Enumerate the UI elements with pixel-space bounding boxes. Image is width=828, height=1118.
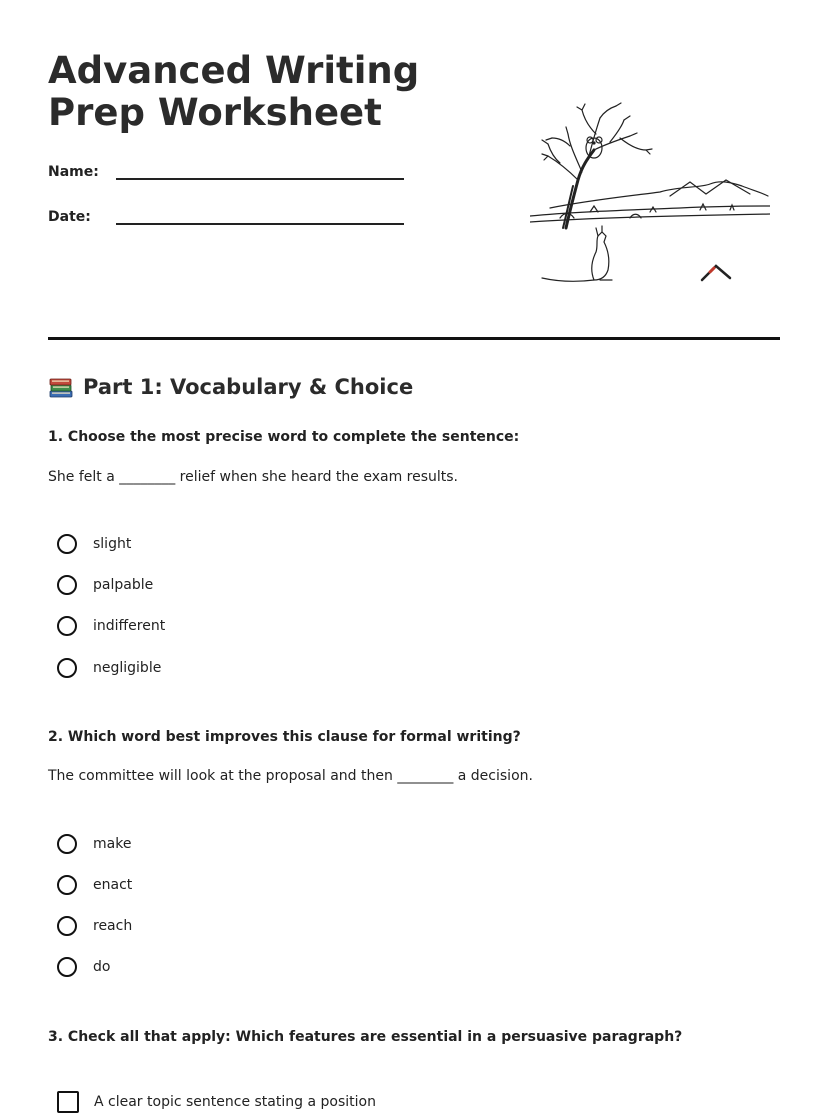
question-1-prompt: 1. Choose the most precise word to complete the sentence:: [48, 429, 520, 445]
option-label: reach: [93, 918, 133, 934]
outback-illustration: [530, 100, 770, 290]
question-1-option-2[interactable]: [57, 575, 153, 595]
question-1-option-4[interactable]: [57, 658, 161, 678]
question-2-option-3[interactable]: [57, 916, 132, 936]
date-field: [48, 205, 404, 225]
option-label: do: [93, 959, 111, 975]
option-label: enact: [93, 877, 133, 893]
radio-button[interactable]: [57, 875, 77, 895]
books-icon: [48, 374, 74, 400]
name-line[interactable]: [116, 160, 404, 180]
question-3-option-1[interactable]: [57, 1091, 376, 1113]
part-1-heading-text: Part 1: Vocabulary & Choice: [83, 375, 414, 399]
option-label: palpable: [93, 577, 154, 593]
question-2-option-4[interactable]: [57, 957, 110, 977]
name-label: Name:: [48, 164, 99, 180]
checkbox[interactable]: [57, 1091, 79, 1113]
question-2-prompt: 2. Which word best improves this clause for formal writing?: [48, 729, 521, 745]
date-label: Date:: [48, 209, 91, 225]
option-label: slight: [93, 536, 132, 552]
radio-button[interactable]: [57, 616, 77, 636]
part-1-heading: [48, 374, 413, 400]
radio-button[interactable]: [57, 916, 77, 936]
option-label: make: [93, 836, 132, 852]
radio-button[interactable]: [57, 957, 77, 977]
name-field: [48, 160, 404, 180]
question-1-sentence: She felt a ________ relief when she heard the exam results.: [48, 469, 459, 485]
date-line[interactable]: [116, 205, 404, 225]
radio-button[interactable]: [57, 658, 77, 678]
question-3-prompt: 3. Check all that apply: Which features are essential in a persuasive paragraph?: [48, 1029, 683, 1045]
radio-button[interactable]: [57, 534, 77, 554]
question-1-option-1[interactable]: [57, 534, 131, 554]
radio-button[interactable]: [57, 834, 77, 854]
worksheet-title: Advanced Writing Prep Worksheet: [48, 49, 420, 134]
question-2-option-2[interactable]: [57, 875, 132, 895]
question-2-sentence: The committee will look at the proposal and then ________ a decision.: [48, 768, 533, 784]
option-label: negligible: [93, 660, 162, 676]
question-1-option-3[interactable]: [57, 616, 165, 636]
option-label: A clear topic sentence stating a position: [94, 1094, 376, 1110]
question-2-option-1[interactable]: [57, 834, 131, 854]
radio-button[interactable]: [57, 575, 77, 595]
option-label: indifferent: [93, 618, 166, 634]
section-divider: [48, 337, 780, 340]
